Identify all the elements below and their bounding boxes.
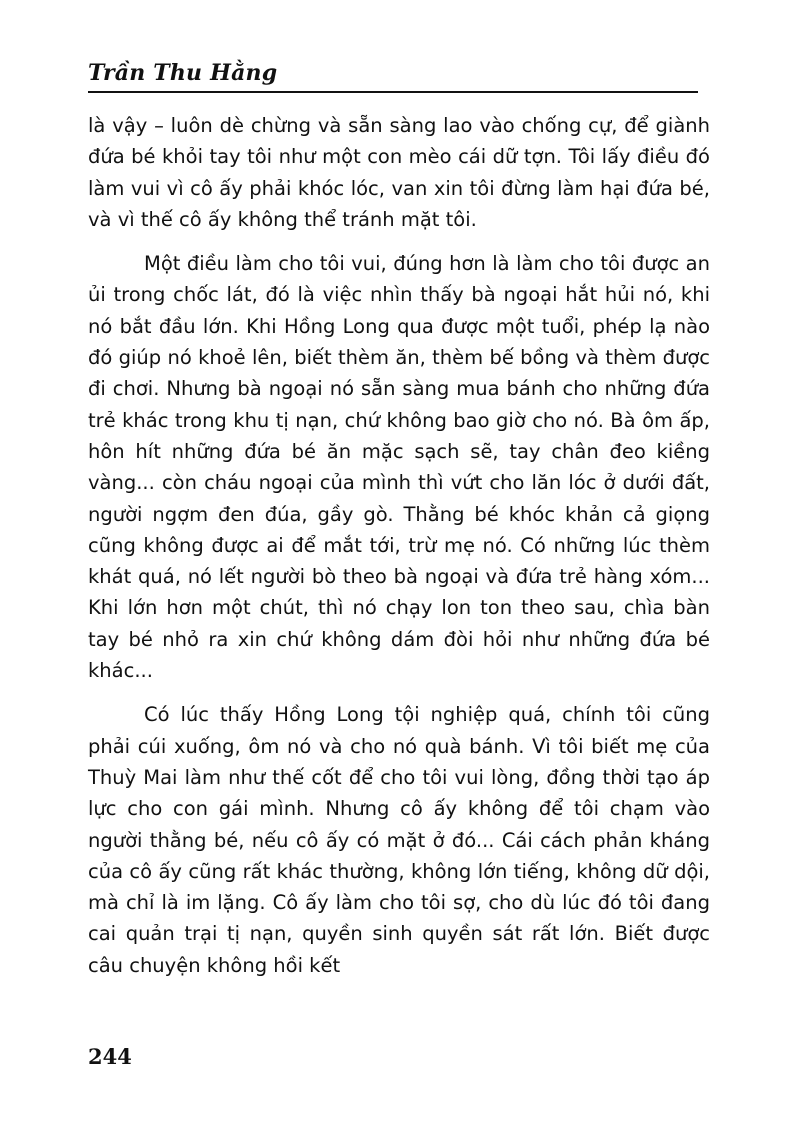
author-name: Trần Thu Hằng	[88, 60, 278, 86]
paragraph-2: Một điều làm cho tôi vui, đúng hơn là làm cho tôi được an ủi trong chốc lát, đó là việc nhìn thấy bà ngoại hắt hủi nó, khi nó bắt đầu lớn. Khi Hồng Long qua được một tuổi, phép lạ nào đó giúp nó khoẻ lên, biết thèm ăn, thèm bế bồng và thèm được đi chơi. Nhưng bà ngoại nó sẵn sàng mua bánh cho những đứa trẻ khác trong khu tị nạn, chứ không bao giờ cho nó. Bà ôm ấp, hôn hít những đứa bé ăn mặc sạch sẽ, tay chân đeo kiềng vàng... còn cháu ngoại của mình thì vứt cho lăn lóc ở dưới đất, người ngợm đen đúa, gầy gò. Thằng bé khóc khản cả giọng cũng không được ai để mắt tới, trừ mẹ nó. Có những lúc thèm khát quá, nó lết người bò theo bà ngoại và đứa trẻ hàng xóm... Khi lớn hơn một chút, thì nó chạy lon ton theo sau, chìa bàn tay bé nhỏ ra xin chứ không dám đòi hỏi như những đứa bé khác...	[88, 252, 710, 683]
header-rule	[88, 91, 698, 93]
page-number: 244	[88, 1044, 132, 1069]
body-text	[88, 110, 710, 981]
running-header	[88, 58, 698, 88]
paragraph-3: Có lúc thấy Hồng Long tội nghiệp quá, chính tôi cũng phải cúi xuống, ôm nó và cho nó quà bánh. Vì tôi biết mẹ của Thuỳ Mai làm như thế cốt để cho tôi vui lòng, đồng thời tạo áp lực cho con gái mình. Nhưng cô ấy không để tôi chạm vào người thằng bé, nếu cô ấy có mặt ở đó... Cái cách phản kháng của cô ấy cũng rất khác thường, không lớn tiếng, không dữ dội, mà chỉ là im lặng. Cô ấy làm cho tôi sợ, cho dù lúc đó tôi đang cai quản trại tị nạn, quyền sinh quyền sát rất lớn. Biết được câu chuyện không hồi kết	[88, 703, 710, 977]
paragraph-1: là vậy – luôn dè chừng và sẵn sàng lao vào chống cự, để giành đứa bé khỏi tay tôi như một con mèo cái dữ tợn. Tôi lấy điều đó làm vui vì cô ấy phải khóc lóc, van xin tôi đừng làm hại đứa bé, và vì thế cô ấy không thể tránh mặt tôi.	[88, 114, 710, 231]
